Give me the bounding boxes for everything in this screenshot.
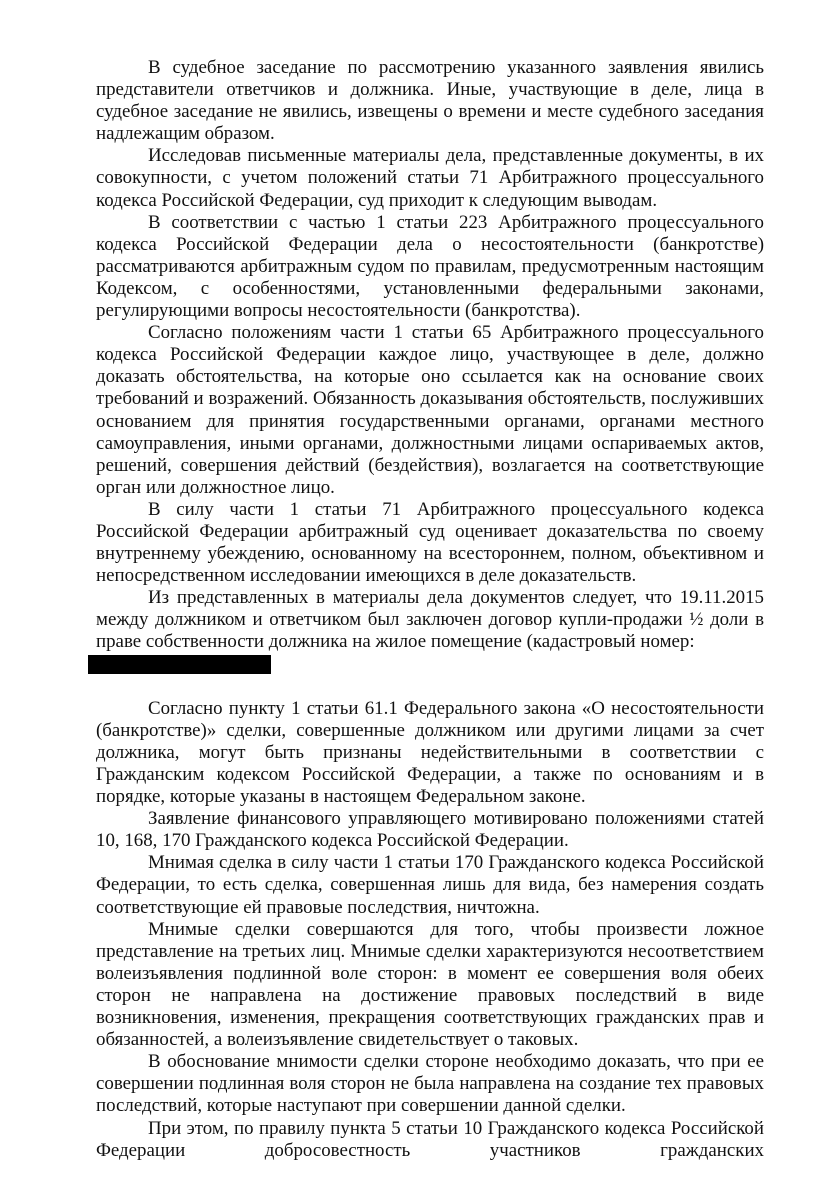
paragraph: В судебное заседание по рассмотрению указанного заявления явились представители ответчиков и должника. Иные, участвующие в деле, лица в судебное заседание не явились, извещены о времени и месте судебного заседания надлежащим образом. <box>96 57 764 145</box>
blank-line <box>96 676 764 698</box>
paragraph: В соответствии с частью 1 статьи 223 Арбитражного процессуального кодекса Российской Федерации дела о несостоятельности (банкротстве) рассматриваются арбитражным судом по правилам, предусмотренным настоящим Кодексом, с особенностями, установленными федеральными законами, регулирующими вопросы несостоятельности (банкротства). <box>96 211 764 322</box>
paragraph: Из представленных в материалы дела документов следует, что 19.11.2015 между должником и ответчиком был заключен договор купли-продажи ½ доли в праве собственности должника на жилое помещение (кадастровый номер: <box>96 587 764 653</box>
paragraph: Мнимые сделки совершаются для того, чтобы произвести ложное представление на третьих лиц. Мнимые сделки характеризуются несоответствием волеизъявления подлинной воле сторон: в момент ее совершения воля обеих сторон не направлена на достижение правовых последствий в виде возникновения, изменения, прекращения соответствующих гражданских прав и обязанностей, а волеизъявление свидетельствует о таковых. <box>96 918 764 1051</box>
paragraph: Исследовав письменные материалы дела, представленные документы, в их совокупности, с учетом положений статьи 71 Арбитражного процессуального кодекса Российской Федерации, суд приходит к следующим выводам. <box>96 145 764 211</box>
paragraph: В обоснование мнимости сделки стороне необходимо доказать, что при ее совершении подлинная воля сторон не была направлена на создание тех правовых последствий, которые наступают при совершении данной сделки. <box>96 1051 764 1117</box>
paragraph: Согласно пункту 1 статьи 61.1 Федерального закона «О несостоятельности (банкротстве)» сделки, совершенные должником или другими лицами за счет должника, могут быть признаны недействительными в соответствии с Гражданским кодексом Российской Федерации, а также по основаниям и в порядке, которые указаны в настоящем Федеральном законе. <box>96 697 764 808</box>
redaction-bar <box>88 655 271 674</box>
paragraph: В силу части 1 статьи 71 Арбитражного процессуального кодекса Российской Федерации арбитражный суд оценивает доказательства по своему внутреннему убеждению, основанному на всестороннем, полном, объективном и непосредственном исследовании имеющихся в деле доказательств. <box>96 498 764 587</box>
paragraph: При этом, по правилу пункта 5 статьи 10 Гражданского кодекса Российской Федерации добросовестность участников гражданских <box>96 1117 764 1161</box>
document-body <box>96 57 764 1162</box>
paragraph: Заявление финансового управляющего мотивировано положениями статей 10, 168, 170 Гражданского кодекса Российской Федерации. <box>96 808 764 852</box>
paragraph: Мнимая сделка в силу части 1 статьи 170 Гражданского кодекса Российской Федерации, то есть сделка, совершенная лишь для вида, без намерения создать соответствующие ей правовые последствия, ничтожна. <box>96 852 764 918</box>
paragraph: Согласно положениям части 1 статьи 65 Арбитражного процессуального кодекса Российской Федерации каждое лицо, участвующее в деле, должно доказать обстоятельства, на которые оно ссылается как на основание своих требований и возражений. Обязанность доказывания обстоятельств, послуживших основанием для принятия государственными органами, органами местного самоуправления, иными органами, должностными лицами оспариваемых актов, решений, совершения действий (бездействия), возлагается на соответствующие орган или должностное лицо. <box>96 322 764 498</box>
redacted-cadastral-number <box>96 654 764 676</box>
